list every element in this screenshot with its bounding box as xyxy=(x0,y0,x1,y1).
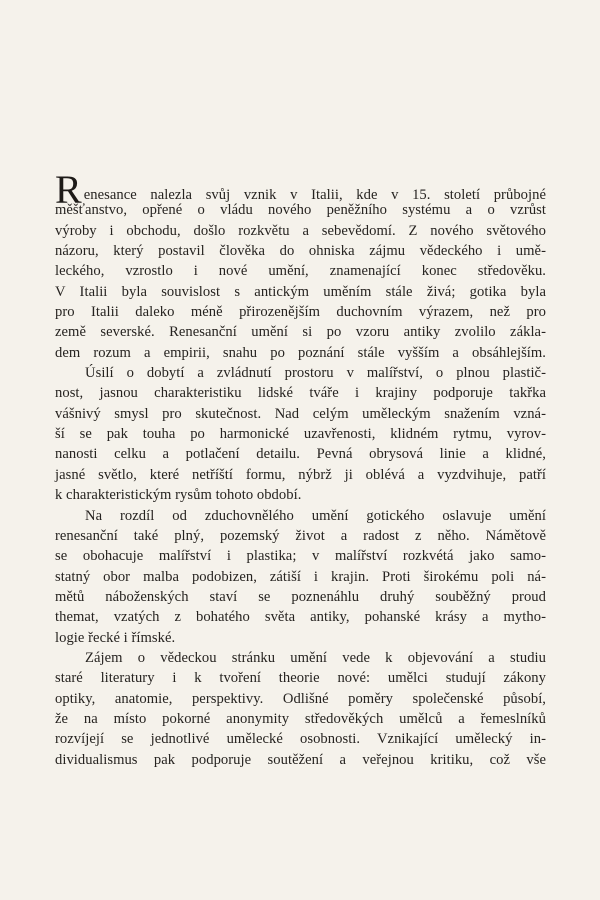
drop-cap: R xyxy=(55,167,82,212)
text-line: themat, vzatých z bohatého světa antiky, pohanské krásy a mytho- xyxy=(55,609,546,626)
text-line: V Italii byla souvislost s antickým uměním stále živá; gotika byla xyxy=(55,283,546,300)
text-line: optiky, anatomie, perspektivy. Odlišné poměry společenské působí, xyxy=(55,690,546,707)
text-line: logie řecké i římské. xyxy=(55,629,176,646)
text-line: statný obor malba podobizen, zátiší i krajin. Proti širokému poli ná- xyxy=(55,568,546,585)
text-line: Úsilí o dobytí a zvládnutí prostoru v malířství, o plnou plastič- xyxy=(85,365,546,382)
text-line: nost, jasnou charakteristiku lidské tváře i krajiny podporuje takřka xyxy=(55,385,546,402)
text-line-content: enesance nalezla svůj vznik v Italii, kde v 15. století průbojné xyxy=(83,187,546,203)
text-line: výroby i obchodu, došlo rozkvětu a sebevědomí. Z nového světového xyxy=(55,222,546,239)
text-line: leckého, vzrostlo i nové umění, znamenající konec středověku. xyxy=(55,263,546,280)
text-line: rozvíjejí se jednotlivé umělecké osobnosti. Vznikající umělecký in- xyxy=(55,731,546,748)
body-text xyxy=(55,167,546,770)
text-line: k charakteristickým rysům tohoto období. xyxy=(55,487,302,504)
text-line: Zájem o vědeckou stránku umění vede k objevování a studiu xyxy=(85,649,546,666)
text-line: staré literatury i k tvoření theorie nové: umělci studují zákony xyxy=(55,670,546,687)
text-line: nanosti celku a potlačení detailu. Pevná obrysová linie a klidné, xyxy=(55,446,546,463)
paragraph-4 xyxy=(55,648,546,770)
text-line: měšťanstvo, opřené o vládu nového peněžního systému a o vzrůst xyxy=(55,202,546,219)
text-line: mětů náboženských staví se poznenáhlu druhý souběžný proud xyxy=(55,588,546,605)
text-line: dem rozum a empirii, snahu po poznání stále vyšším a obsáhlejším. xyxy=(55,344,546,361)
text-line: země severské. Renesanční umění si po vzoru antiky zvolilo zákla- xyxy=(55,324,546,341)
text-line: názoru, který postavil člověka do ohniska zájmu vědeckého i umě- xyxy=(55,243,546,260)
paragraph-2 xyxy=(55,363,546,505)
text-line: se obohacuje malířství i plastika; v malířství rozkvétá jako samo- xyxy=(55,548,546,565)
paragraph-1 xyxy=(55,167,546,363)
text-line: vášnivý smysl pro skutečnost. Nad celým uměleckým snažením vzná- xyxy=(55,405,546,422)
text-line: Na rozdíl od zduchovnělého umění gotického oslavuje umění xyxy=(85,507,546,524)
text-line: renesanční také plný, pozemský život a radost z něho. Námětově xyxy=(55,527,546,544)
text-line: že na místo pokorné anonymity středověkých umělců a řemeslníků xyxy=(55,710,546,727)
text-line: jasné světlo, které netříští formu, nýbrž ji oblévá a vyzdvihuje, patří xyxy=(55,466,546,483)
text-line: pro Italii daleko méně přirozenějším duchovním výrazem, než pro xyxy=(55,304,546,321)
text-line: ší se pak touha po harmonické uzavřenosti, klidném rytmu, vyrov- xyxy=(55,426,546,443)
text-line: dividualismus pak podporuje soutěžení a veřejnou kritiku, což vše xyxy=(55,751,546,768)
paragraph-3 xyxy=(55,506,546,648)
